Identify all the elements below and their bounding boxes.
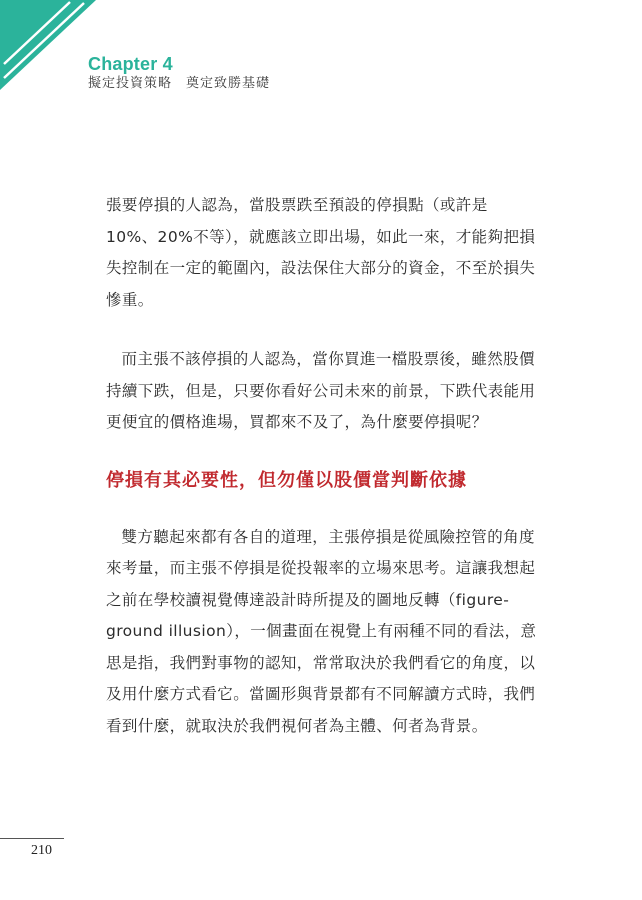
chapter-header xyxy=(88,54,270,93)
corner-stripe-decoration xyxy=(0,0,96,90)
page-body xyxy=(106,190,538,742)
paragraph-1: 張要停損的人認為，當股票跌至預設的停損點（或許是10%、20%不等），就應該立即出場，如此一來，才能夠把損失控制在一定的範圍內，設法保住大部分的資金，不至於損失慘重。 xyxy=(106,196,536,309)
section-heading: 停損有其必要性，但勿僅以股價當判斷依據 xyxy=(106,469,467,491)
chapter-subtitle: 擬定投資策略 奠定致勝基礎 xyxy=(88,76,271,91)
paragraph-3: 雙方聽起來都有各自的道理，主張停損是從風險控管的角度來考量，而主張不停損是從投報率的立場來思考。這讓我想起之前在學校讀視覺傳達設計時所提及的圖地反轉（figure-ground illusion），一個畫面在視覺上有兩種不同的看法，意思是指，我們對事物的認知，常常取決於我們看它的角度，以及用什麼方式看它。當圖形與背景都有不同解讀方式時，我們看到什麼，就取決於我們視何者為主體、何者為背景。 xyxy=(106,527,537,735)
chapter-label: Chapter 4 xyxy=(88,54,173,74)
paragraph-2: 而主張不該停損的人認為，當你買進一檔股票後，雖然股價持續下跌，但是，只要你看好公司未來的前景，下跌代表能用更便宜的價格進場，買都來不及了，為什麼要停損呢？ xyxy=(106,350,536,431)
page-number: 210 xyxy=(31,843,52,858)
footer-rule xyxy=(0,838,64,839)
